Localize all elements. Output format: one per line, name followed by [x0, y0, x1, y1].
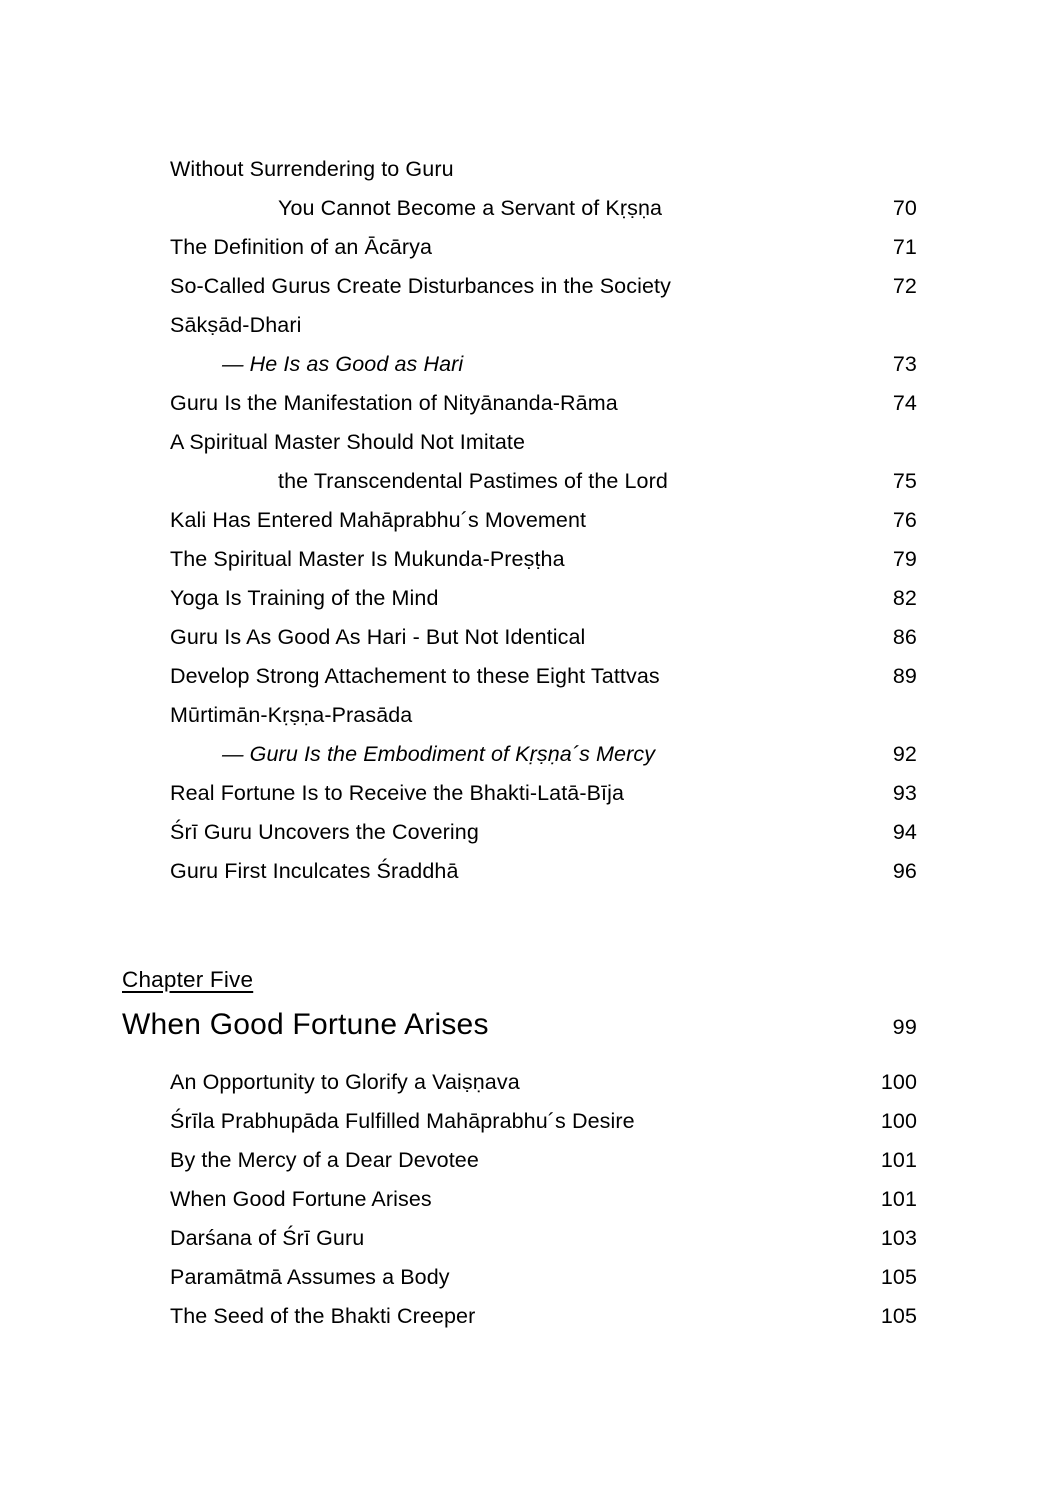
toc-entry[interactable]	[122, 384, 917, 423]
toc-entry[interactable]	[122, 735, 917, 774]
toc-entry-title: — Guru Is the Embodiment of Kṛṣṇa´s Mercy	[222, 742, 656, 766]
toc-entry-title: The Seed of the Bhakti Creeper	[170, 1304, 476, 1328]
toc-page-number: 82	[892, 586, 917, 610]
toc-dot-leader	[585, 623, 893, 645]
toc-page-number: 89	[892, 664, 917, 688]
toc-entry[interactable]	[122, 774, 917, 813]
toc-entry-title: Real Fortune Is to Receive the Bhakti-Latā-Bīja	[170, 781, 625, 805]
toc-page-number: 100	[880, 1070, 917, 1094]
toc-dot-leader	[586, 506, 893, 528]
toc-entry-title: The Definition of an Ācārya	[170, 235, 433, 259]
toc-page-number: 71	[892, 235, 917, 259]
chapter-block	[122, 963, 917, 1336]
toc-entry-title: Develop Strong Attachement to these Eight Tattvas	[170, 664, 660, 688]
toc-entry[interactable]	[122, 306, 917, 345]
toc-dot-leader	[618, 389, 893, 411]
toc-entry[interactable]	[122, 618, 917, 657]
toc-dot-leader	[475, 1302, 874, 1324]
toc-entry-title: Śrī Guru Uncovers the Covering	[170, 820, 479, 844]
toc-page-number: 93	[892, 781, 917, 805]
toc-dot-leader	[671, 272, 893, 294]
toc-entry[interactable]	[122, 813, 917, 852]
toc-dot-leader	[479, 1146, 875, 1168]
toc-page-number: 86	[892, 625, 917, 649]
toc-entry-title: The Spiritual Master Is Mukunda-Preṣṭha	[170, 547, 565, 571]
toc-page-number: 105	[880, 1304, 917, 1328]
toc-entry-title: Paramātmā Assumes a Body	[170, 1265, 450, 1289]
toc-page-number: 76	[892, 508, 917, 532]
toc-entry-title: An Opportunity to Glorify a Vaiṣṇava	[170, 1070, 520, 1094]
toc-entry[interactable]	[122, 501, 917, 540]
toc-entry[interactable]	[122, 189, 917, 228]
toc-dot-leader	[450, 1263, 875, 1285]
toc-entry[interactable]	[122, 1141, 917, 1180]
toc-entry[interactable]	[122, 579, 917, 618]
toc-entry[interactable]	[122, 657, 917, 696]
toc-dot-leader	[525, 428, 917, 450]
toc-dot-leader	[432, 233, 893, 255]
toc-entry-title: Sākṣād-Dhari	[170, 313, 302, 337]
toc-page-number: 101	[880, 1148, 917, 1172]
toc-entry[interactable]	[122, 1297, 917, 1336]
toc-entry[interactable]	[122, 852, 917, 891]
toc-entry[interactable]	[122, 423, 917, 462]
toc-page-number: 73	[892, 352, 917, 376]
toc-dot-leader	[565, 545, 893, 567]
toc-entry[interactable]	[122, 1102, 917, 1141]
toc-entry[interactable]	[122, 1258, 917, 1297]
toc-entry[interactable]	[122, 462, 917, 501]
toc-entry-title: the Transcendental Pastimes of the Lord	[278, 469, 668, 493]
toc-dot-leader	[301, 311, 917, 333]
toc-dot-leader	[635, 1107, 875, 1129]
chapter-page-number: 99	[892, 1015, 917, 1039]
toc-dot-leader	[364, 1224, 875, 1246]
toc-entry[interactable]	[122, 345, 917, 384]
toc-page-number: 101	[880, 1187, 917, 1211]
toc-page-number: 79	[892, 547, 917, 571]
toc-entry-title: Mūrtimān-Kṛṣṇa-Prasāda	[170, 703, 413, 727]
toc-container	[122, 150, 917, 1336]
toc-dot-leader	[459, 857, 893, 879]
toc-dot-leader	[412, 701, 917, 723]
toc-entry-title: Without Surrendering to Guru	[170, 157, 454, 181]
toc-entry[interactable]	[122, 267, 917, 306]
chapter-title: When Good Fortune Arises	[122, 1008, 489, 1041]
toc-entry-title: — He Is as Good as Hari	[222, 352, 464, 376]
toc-entry-title: Darśana of Śrī Guru	[170, 1226, 365, 1250]
toc-entry[interactable]	[122, 1180, 917, 1219]
toc-dot-leader	[662, 194, 893, 216]
toc-entry-title: By the Mercy of a Dear Devotee	[170, 1148, 479, 1172]
toc-page-number: 92	[892, 742, 917, 766]
toc-page-number: 94	[892, 820, 917, 844]
toc-dot-leader	[432, 1185, 875, 1207]
toc-entry-title: A Spiritual Master Should Not Imitate	[170, 430, 526, 454]
toc-entry[interactable]	[122, 1063, 917, 1102]
toc-dot-leader	[624, 779, 893, 801]
toc-entry[interactable]	[122, 540, 917, 579]
toc-page-number: 74	[892, 391, 917, 415]
toc-page-number: 100	[880, 1109, 917, 1133]
toc-dot-leader	[463, 350, 893, 372]
toc-page-number: 72	[892, 274, 917, 298]
toc-entry-title: So-Called Gurus Create Disturbances in the Society	[170, 274, 671, 298]
toc-entry-title: Śrīla Prabhupāda Fulfilled Mahāprabhu´s Desire	[170, 1109, 635, 1133]
toc-dot-leader	[520, 1068, 875, 1090]
toc-entry-title: Kali Has Entered Mahāprabhu´s Movement	[170, 508, 587, 532]
toc-page-number: 105	[880, 1265, 917, 1289]
toc-top-list	[122, 150, 917, 891]
toc-dot-leader	[660, 662, 893, 684]
toc-entry-title: Guru First Inculcates Śraddhā	[170, 859, 459, 883]
toc-dot-leader	[479, 818, 893, 840]
chapter-kicker: Chapter Five	[122, 967, 254, 992]
toc-entry[interactable]	[122, 696, 917, 735]
toc-page-number: 75	[892, 469, 917, 493]
toc-page-number: 96	[892, 859, 917, 883]
toc-dot-leader	[668, 467, 893, 489]
toc-dot-leader	[454, 155, 917, 177]
toc-dot-leader	[655, 740, 893, 762]
toc-page-number: 70	[892, 196, 917, 220]
chapter-title-row[interactable]	[122, 1001, 917, 1051]
toc-entry[interactable]	[122, 1219, 917, 1258]
section-spacer	[122, 891, 917, 963]
toc-entry-title: Guru Is the Manifestation of Nityānanda-Rāma	[170, 391, 618, 415]
toc-entry-title: You Cannot Become a Servant of Kṛṣṇa	[278, 196, 663, 220]
toc-entry[interactable]	[122, 150, 917, 189]
toc-chapter-list	[122, 1063, 917, 1336]
toc-dot-leader	[439, 584, 893, 606]
toc-page-number: 103	[880, 1226, 917, 1250]
toc-entry-title: When Good Fortune Arises	[170, 1187, 432, 1211]
toc-entry-title: Guru Is As Good As Hari - But Not Identical	[170, 625, 586, 649]
toc-entry-title: Yoga Is Training of the Mind	[170, 586, 439, 610]
toc-entry[interactable]	[122, 228, 917, 267]
